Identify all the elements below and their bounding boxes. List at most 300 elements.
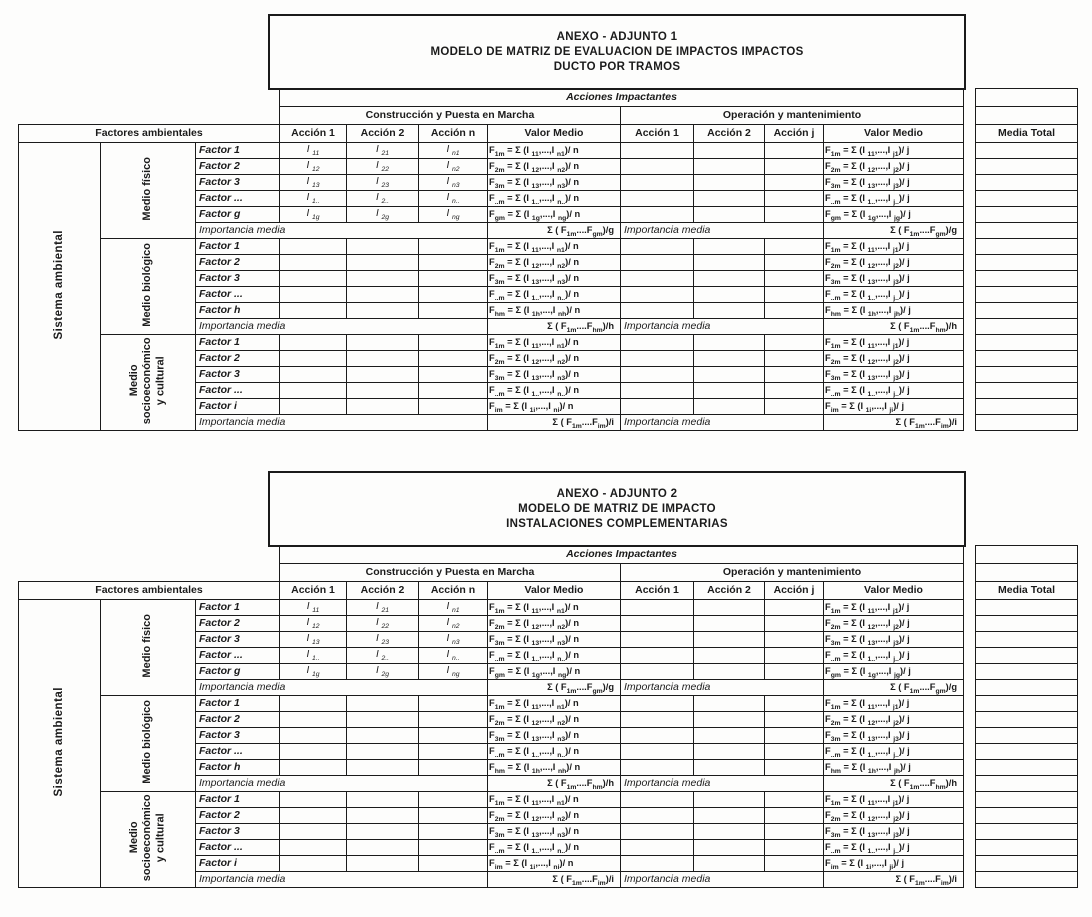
valor-medio-formula: $F_{hm} = \Sigma$ (I $_{1h}$,...,I $_{jh}$)/ j	[824, 760, 964, 776]
header-row	[19, 125, 1078, 143]
column-gap	[964, 680, 976, 696]
empty-accion-cell	[694, 616, 765, 632]
valor-medio-formula: $F_{1m} = \Sigma$ (I $_{11}$,...,I $_{n1}$)/ n	[488, 696, 621, 712]
operacion-column-header: Acción 2	[694, 582, 765, 600]
media-total-top-cell	[976, 546, 1078, 564]
valor-medio-formula: $F_{gm} = \Sigma$ (I $_{1g}$,...,I $_{jg}$)/ j	[824, 664, 964, 680]
empty-accion-cell	[347, 840, 419, 856]
empty-accion-cell	[694, 840, 765, 856]
medio-group-label: Medio biológico	[141, 243, 154, 327]
empty-accion-cell	[621, 303, 694, 319]
empty-accion-cell	[765, 632, 824, 648]
empty-accion-cell	[694, 712, 765, 728]
empty-accion-cell	[347, 760, 419, 776]
empty-accion-cell	[347, 303, 419, 319]
column-gap	[964, 564, 976, 582]
impact-value-cell: I $_{n2}$	[419, 616, 488, 632]
operacion-column-header: Acción j	[765, 582, 824, 600]
valor-medio-formula: $F_{2m} = \Sigma$ (I $_{12}$,...,I $_{n2}$)/ n	[488, 351, 621, 367]
corner-blank	[19, 89, 280, 107]
empty-accion-cell	[280, 792, 347, 808]
valor-medio-formula: $F_{3m} = \Sigma$ (I $_{13}$,...,I $_{n3}$)/ n	[488, 728, 621, 744]
empty-accion-cell	[419, 760, 488, 776]
importancia-media-label: Importancia media	[621, 872, 824, 888]
factor-label: Factor ...	[196, 648, 280, 664]
sistema-ambiental-cell	[19, 143, 101, 431]
impact-value-cell: I $_{n..}$	[419, 191, 488, 207]
media-total-cell	[976, 255, 1078, 271]
impact-value-cell: I $_{n3}$	[419, 175, 488, 191]
empty-accion-cell	[765, 664, 824, 680]
empty-accion-cell	[347, 808, 419, 824]
operacion-header: Operación y mantenimiento	[621, 564, 964, 582]
impact-value-cell: I $_{2..}$	[347, 191, 419, 207]
empty-accion-cell	[765, 824, 824, 840]
impact-value-cell: I $_{1..}$	[280, 648, 347, 664]
empty-accion-cell	[621, 175, 694, 191]
valor-medio-formula: $F_{1m} = \Sigma$ (I $_{11}$,...,I $_{j1}$)/ j	[824, 239, 964, 255]
empty-accion-cell	[694, 367, 765, 383]
impact-value-cell: I $_{21}$	[347, 143, 419, 159]
empty-accion-cell	[621, 255, 694, 271]
empty-accion-cell	[765, 648, 824, 664]
construccion-column-header: Acción 1	[280, 582, 347, 600]
factor-label: Factor 2	[196, 351, 280, 367]
column-gap	[964, 664, 976, 680]
title-line-2: MODELO DE MATRIZ DE IMPACTO	[518, 502, 716, 515]
factor-label: Factor 3	[196, 367, 280, 383]
empty-accion-cell	[621, 744, 694, 760]
empty-accion-cell	[694, 207, 765, 223]
factor-label: Factor h	[196, 303, 280, 319]
empty-accion-cell	[280, 824, 347, 840]
empty-accion-cell	[621, 399, 694, 415]
valor-medio-formula: $F_{2m} = \Sigma$ (I $_{12}$,...,I $_{j2}$)/ j	[824, 159, 964, 175]
valor-medio-formula: $F_{im} = \Sigma$ (I $_{1i}$,...,I $_{ji}$)/ j	[824, 856, 964, 872]
empty-accion-cell	[280, 239, 347, 255]
media-total-cell	[976, 239, 1078, 255]
medio-group-cell	[101, 792, 196, 888]
medio-group-cell	[101, 335, 196, 431]
factor-label: Factor ...	[196, 191, 280, 207]
empty-accion-cell	[347, 335, 419, 351]
column-gap	[964, 744, 976, 760]
importancia-media-formula: Σ ( $F_{1m}....F_{gm})/g$	[824, 680, 964, 696]
empty-accion-cell	[765, 287, 824, 303]
impact-matrix-anexo-2	[18, 545, 1078, 888]
empty-accion-cell	[694, 600, 765, 616]
valor-medio-formula: $F_{3m} = \Sigma$ (I $_{13}$,...,I $_{j3}$)/ j	[824, 824, 964, 840]
media-total-cell	[976, 399, 1078, 415]
factor-label: Factor 1	[196, 335, 280, 351]
valor-medio-formula: $F_{3m} = \Sigma$ (I $_{13}$,...,I $_{j3}$)/ j	[824, 175, 964, 191]
column-gap	[964, 616, 976, 632]
valor-medio-formula: $F_{3m} = \Sigma$ (I $_{13}$,...,I $_{n3}$)/ n	[488, 271, 621, 287]
media-total-cell	[976, 351, 1078, 367]
empty-accion-cell	[347, 712, 419, 728]
valor-medio-formula: $F_{..m} = \Sigma$ (I $_{1..}$,...,I $_{n..}$)/ n	[488, 744, 621, 760]
column-gap	[964, 600, 976, 616]
factor-label: Factor g	[196, 207, 280, 223]
empty-accion-cell	[694, 808, 765, 824]
valor-medio-formula: $F_{3m} = \Sigma$ (I $_{13}$,...,I $_{j3}$)/ j	[824, 632, 964, 648]
empty-accion-cell	[694, 303, 765, 319]
corner-blank	[19, 107, 280, 125]
importancia-media-formula: Σ ( $F_{1m}....F_{im})/i$	[824, 415, 964, 431]
impact-value-cell: I $_{n1}$	[419, 143, 488, 159]
empty-accion-cell	[419, 239, 488, 255]
factor-row	[19, 792, 1078, 808]
media-total-cell	[976, 728, 1078, 744]
valor-medio-formula: $F_{3m} = \Sigma$ (I $_{13}$,...,I $_{n3}$)/ n	[488, 824, 621, 840]
empty-accion-cell	[621, 792, 694, 808]
impact-value-cell: I $_{11}$	[280, 143, 347, 159]
header-row	[19, 89, 1078, 107]
empty-accion-cell	[694, 335, 765, 351]
column-gap	[964, 776, 976, 792]
media-total-cell	[976, 856, 1078, 872]
media-total-cell	[976, 335, 1078, 351]
medio-group-label: Medio socioeconómico y cultural	[128, 794, 167, 882]
construccion-header: Construcción y Puesta en Marcha	[280, 564, 621, 582]
empty-accion-cell	[280, 303, 347, 319]
media-total-header: Media Total	[976, 125, 1078, 143]
medio-group-label: Medio físico	[141, 157, 154, 221]
factor-label: Factor 1	[196, 143, 280, 159]
column-gap	[964, 125, 976, 143]
empty-accion-cell	[347, 728, 419, 744]
header-row	[19, 564, 1078, 582]
valor-medio-formula: $F_{..m} = \Sigma$ (I $_{1..}$,...,I $_{j..}$)/ j	[824, 191, 964, 207]
impact-value-cell: I $_{11}$	[280, 600, 347, 616]
importancia-media-formula: Σ ( $F_{1m}....F_{hm})/h$	[824, 776, 964, 792]
empty-accion-cell	[621, 760, 694, 776]
factor-label: Factor 3	[196, 271, 280, 287]
factor-label: Factor 2	[196, 159, 280, 175]
media-total-cell	[976, 744, 1078, 760]
media-total-cell	[976, 792, 1078, 808]
factor-label: Factor ...	[196, 840, 280, 856]
valor-medio-formula: $F_{im} = \Sigma$ (I $_{1i}$,...,I $_{ni}$)/ n	[488, 856, 621, 872]
factor-label: Factor 3	[196, 824, 280, 840]
factor-row	[19, 239, 1078, 255]
operacion-column-header: Valor Medio	[824, 582, 964, 600]
media-total-top-cell	[976, 107, 1078, 125]
empty-accion-cell	[621, 287, 694, 303]
empty-accion-cell	[280, 399, 347, 415]
importancia-media-label: Importancia media	[196, 776, 488, 792]
column-gap	[964, 207, 976, 223]
empty-accion-cell	[621, 143, 694, 159]
empty-accion-cell	[347, 696, 419, 712]
column-gap	[964, 712, 976, 728]
column-gap	[964, 367, 976, 383]
column-gap	[964, 319, 976, 335]
empty-accion-cell	[621, 383, 694, 399]
column-gap	[964, 351, 976, 367]
factor-label: Factor 1	[196, 696, 280, 712]
media-total-cell	[976, 664, 1078, 680]
empty-accion-cell	[694, 399, 765, 415]
valor-medio-formula: $F_{2m} = \Sigma$ (I $_{12}$,...,I $_{n2}$)/ n	[488, 159, 621, 175]
importancia-media-formula: Σ ( $F_{1m}....F_{gm})/g$	[824, 223, 964, 239]
header-row	[19, 546, 1078, 564]
impact-value-cell: I $_{22}$	[347, 616, 419, 632]
valor-medio-formula: $F_{gm} = \Sigma$ (I $_{1g}$,...,I $_{jg}$)/ j	[824, 207, 964, 223]
valor-medio-formula: $F_{hm} = \Sigma$ (I $_{1h}$,...,I $_{nh}$)/ n	[488, 303, 621, 319]
column-gap	[964, 546, 976, 564]
empty-accion-cell	[765, 255, 824, 271]
empty-accion-cell	[280, 255, 347, 271]
empty-accion-cell	[694, 648, 765, 664]
importancia-media-label: Importancia media	[196, 223, 488, 239]
valor-medio-formula: $F_{2m} = \Sigma$ (I $_{12}$,...,I $_{n2}$)/ n	[488, 616, 621, 632]
column-gap	[964, 399, 976, 415]
empty-accion-cell	[419, 303, 488, 319]
empty-accion-cell	[694, 159, 765, 175]
column-gap	[964, 856, 976, 872]
empty-accion-cell	[419, 696, 488, 712]
corner-blank	[19, 564, 280, 582]
empty-accion-cell	[621, 271, 694, 287]
valor-medio-formula: $F_{2m} = \Sigma$ (I $_{12}$,...,I $_{j2}$)/ j	[824, 712, 964, 728]
valor-medio-formula: $F_{..m} = \Sigma$ (I $_{1..}$,...,I $_{n..}$)/ n	[488, 383, 621, 399]
empty-accion-cell	[280, 856, 347, 872]
empty-accion-cell	[347, 287, 419, 303]
media-total-header: Media Total	[976, 582, 1078, 600]
valor-medio-formula: $F_{hm} = \Sigma$ (I $_{1h}$,...,I $_{jh}$)/ j	[824, 303, 964, 319]
empty-accion-cell	[347, 239, 419, 255]
column-gap	[964, 255, 976, 271]
empty-accion-cell	[694, 239, 765, 255]
operacion-column-header: Acción 1	[621, 582, 694, 600]
valor-medio-formula: $F_{2m} = \Sigma$ (I $_{12}$,...,I $_{n2}$)/ n	[488, 712, 621, 728]
valor-medio-formula: $F_{2m} = \Sigma$ (I $_{12}$,...,I $_{n2}$)/ n	[488, 255, 621, 271]
valor-medio-formula: $F_{1m} = \Sigma$ (I $_{11}$,...,I $_{j1}$)/ j	[824, 696, 964, 712]
empty-accion-cell	[765, 696, 824, 712]
valor-medio-formula: $F_{..m} = \Sigma$ (I $_{1..}$,...,I $_{n..}$)/ n	[488, 648, 621, 664]
impact-matrix-anexo-1	[18, 88, 1078, 431]
valor-medio-formula: $F_{2m} = \Sigma$ (I $_{12}$,...,I $_{j2}$)/ j	[824, 351, 964, 367]
valor-medio-formula: $F_{3m} = \Sigma$ (I $_{13}$,...,I $_{j3}$)/ j	[824, 728, 964, 744]
empty-accion-cell	[280, 287, 347, 303]
valor-medio-formula: $F_{..m} = \Sigma$ (I $_{1..}$,...,I $_{j..}$)/ j	[824, 383, 964, 399]
empty-accion-cell	[621, 856, 694, 872]
empty-accion-cell	[280, 335, 347, 351]
medio-group-cell	[101, 143, 196, 239]
header-row	[19, 582, 1078, 600]
empty-accion-cell	[694, 696, 765, 712]
importancia-media-formula: Σ ( $F_{1m}....F_{im})/i$	[824, 872, 964, 888]
media-total-cell	[976, 680, 1078, 696]
importancia-media-label: Importancia media	[621, 776, 824, 792]
factor-label: Factor i	[196, 399, 280, 415]
valor-medio-formula: $F_{1m} = \Sigma$ (I $_{11}$,...,I $_{j1}$)/ j	[824, 600, 964, 616]
empty-accion-cell	[347, 255, 419, 271]
valor-medio-formula: $F_{1m} = \Sigma$ (I $_{11}$,...,I $_{n1}$)/ n	[488, 335, 621, 351]
importancia-media-formula: Σ ( $F_{1m}....F_{hm})/h$	[488, 319, 621, 335]
impact-value-cell: I $_{n3}$	[419, 632, 488, 648]
factor-label: Factor 3	[196, 175, 280, 191]
empty-accion-cell	[621, 207, 694, 223]
factor-label: Factor ...	[196, 744, 280, 760]
valor-medio-formula: $F_{hm} = \Sigma$ (I $_{1h}$,...,I $_{nh}$)/ n	[488, 760, 621, 776]
importancia-media-label: Importancia media	[621, 223, 824, 239]
factor-label: Factor h	[196, 760, 280, 776]
anexo-2-title-box	[268, 471, 966, 547]
empty-accion-cell	[280, 760, 347, 776]
media-total-cell	[976, 143, 1078, 159]
column-gap	[964, 824, 976, 840]
factor-label: Factor ...	[196, 287, 280, 303]
importancia-media-formula: Σ ( $F_{1m}....F_{gm})/g$	[488, 680, 621, 696]
empty-accion-cell	[280, 383, 347, 399]
operacion-column-header: Acción j	[765, 125, 824, 143]
empty-accion-cell	[765, 239, 824, 255]
media-total-cell	[976, 776, 1078, 792]
impact-value-cell: I $_{2..}$	[347, 648, 419, 664]
empty-accion-cell	[694, 760, 765, 776]
empty-accion-cell	[621, 239, 694, 255]
empty-accion-cell	[347, 792, 419, 808]
operacion-column-header: Acción 2	[694, 125, 765, 143]
column-gap	[964, 303, 976, 319]
valor-medio-formula: $F_{gm} = \Sigma$ (I $_{1g}$,...,I $_{ng}$)/ n	[488, 207, 621, 223]
factor-label: Factor 2	[196, 808, 280, 824]
medio-group-cell	[101, 696, 196, 792]
empty-accion-cell	[419, 840, 488, 856]
empty-accion-cell	[280, 744, 347, 760]
media-total-cell	[976, 175, 1078, 191]
empty-accion-cell	[765, 335, 824, 351]
empty-accion-cell	[419, 792, 488, 808]
construccion-column-header: Acción 2	[347, 582, 419, 600]
column-gap	[964, 632, 976, 648]
empty-accion-cell	[280, 367, 347, 383]
empty-accion-cell	[347, 383, 419, 399]
sistema-ambiental-label: Sistema ambiental	[52, 230, 65, 340]
factor-label: Factor 1	[196, 600, 280, 616]
empty-accion-cell	[621, 728, 694, 744]
importancia-media-label: Importancia media	[621, 680, 824, 696]
media-total-cell	[976, 632, 1078, 648]
impact-value-cell: I $_{13}$	[280, 632, 347, 648]
empty-accion-cell	[419, 287, 488, 303]
valor-medio-formula: $F_{3m} = \Sigma$ (I $_{13}$,...,I $_{n3}$)/ n	[488, 367, 621, 383]
empty-accion-cell	[621, 616, 694, 632]
column-gap	[964, 792, 976, 808]
valor-medio-formula: $F_{2m} = \Sigma$ (I $_{12}$,...,I $_{j2}$)/ j	[824, 616, 964, 632]
empty-accion-cell	[347, 351, 419, 367]
column-gap	[964, 415, 976, 431]
empty-accion-cell	[280, 840, 347, 856]
empty-accion-cell	[765, 159, 824, 175]
valor-medio-formula: $F_{2m} = \Sigma$ (I $_{12}$,...,I $_{j2}$)/ j	[824, 808, 964, 824]
impact-value-cell: I $_{1..}$	[280, 191, 347, 207]
media-total-top-cell	[976, 89, 1078, 107]
impact-value-cell: I $_{2g}$	[347, 207, 419, 223]
anexo-adjunto-2-sheet	[0, 457, 1092, 915]
empty-accion-cell	[765, 728, 824, 744]
factor-label: Factor 1	[196, 792, 280, 808]
title-line-3: DUCTO POR TRAMOS	[553, 60, 681, 73]
empty-accion-cell	[765, 808, 824, 824]
importancia-media-label: Importancia media	[196, 680, 488, 696]
column-gap	[964, 648, 976, 664]
operacion-column-header: Acción 1	[621, 125, 694, 143]
importancia-media-formula: Σ ( $F_{1m}....F_{hm})/h$	[488, 776, 621, 792]
impact-value-cell: I $_{23}$	[347, 632, 419, 648]
media-total-cell	[976, 223, 1078, 239]
empty-accion-cell	[765, 616, 824, 632]
impact-value-cell: I $_{1g}$	[280, 207, 347, 223]
empty-accion-cell	[621, 335, 694, 351]
empty-accion-cell	[694, 175, 765, 191]
empty-accion-cell	[419, 808, 488, 824]
empty-accion-cell	[280, 712, 347, 728]
media-total-cell	[976, 191, 1078, 207]
empty-accion-cell	[765, 712, 824, 728]
factor-label: Factor 3	[196, 728, 280, 744]
empty-accion-cell	[765, 399, 824, 415]
empty-accion-cell	[280, 696, 347, 712]
acciones-impactantes-header: Acciones Impactantes	[280, 546, 964, 564]
factor-label: Factor ...	[196, 383, 280, 399]
factor-label: Factor 2	[196, 712, 280, 728]
impact-value-cell: I $_{13}$	[280, 175, 347, 191]
valor-medio-formula: $F_{..m} = \Sigma$ (I $_{1..}$,...,I $_{j..}$)/ j	[824, 287, 964, 303]
empty-accion-cell	[765, 600, 824, 616]
anexo-1-title-box	[268, 14, 966, 90]
factor-label: Factor 2	[196, 255, 280, 271]
empty-accion-cell	[419, 367, 488, 383]
column-gap	[964, 175, 976, 191]
media-total-cell	[976, 616, 1078, 632]
column-gap	[964, 840, 976, 856]
media-total-cell	[976, 319, 1078, 335]
medio-group-cell	[101, 239, 196, 335]
empty-accion-cell	[621, 351, 694, 367]
valor-medio-formula: $F_{1m} = \Sigma$ (I $_{11}$,...,I $_{n1}$)/ n	[488, 600, 621, 616]
header-row	[19, 107, 1078, 125]
column-gap	[964, 808, 976, 824]
title-line-2: MODELO DE MATRIZ DE EVALUACION DE IMPACTOS IMPACTOS	[430, 45, 804, 58]
construccion-column-header: Acción 1	[280, 125, 347, 143]
construccion-column-header: Valor Medio	[488, 125, 621, 143]
importancia-media-label: Importancia media	[196, 415, 488, 431]
empty-accion-cell	[280, 728, 347, 744]
importancia-media-label: Importancia media	[621, 415, 824, 431]
column-gap	[964, 271, 976, 287]
valor-medio-formula: $F_{..m} = \Sigma$ (I $_{1..}$,...,I $_{n..}$)/ n	[488, 191, 621, 207]
media-total-cell	[976, 383, 1078, 399]
empty-accion-cell	[765, 856, 824, 872]
empty-accion-cell	[694, 824, 765, 840]
empty-accion-cell	[765, 303, 824, 319]
empty-accion-cell	[765, 367, 824, 383]
factor-label: Factor 2	[196, 616, 280, 632]
empty-accion-cell	[765, 175, 824, 191]
media-total-cell	[976, 808, 1078, 824]
media-total-cell	[976, 712, 1078, 728]
valor-medio-formula: $F_{1m} = \Sigma$ (I $_{11}$,...,I $_{j1}$)/ j	[824, 792, 964, 808]
empty-accion-cell	[621, 191, 694, 207]
valor-medio-formula: $F_{im} = \Sigma$ (I $_{1i}$,...,I $_{ni}$)/ n	[488, 399, 621, 415]
valor-medio-formula: $F_{..m} = \Sigma$ (I $_{1..}$,...,I $_{j..}$)/ j	[824, 648, 964, 664]
media-total-cell	[976, 287, 1078, 303]
column-gap	[964, 760, 976, 776]
importancia-media-label: Importancia media	[621, 319, 824, 335]
